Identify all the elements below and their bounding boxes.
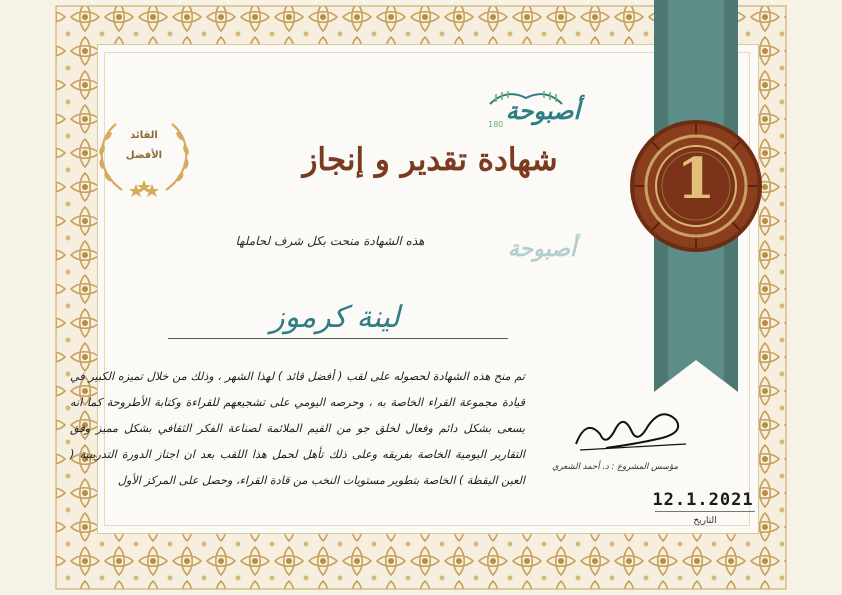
founder-label: مؤسس المشروع : د. أحمد الشعري bbox=[551, 462, 679, 472]
watermark-logo-text: أصبوحة bbox=[507, 236, 577, 262]
name-underline bbox=[168, 338, 508, 339]
watermark-logo bbox=[482, 228, 602, 278]
issue-date: 12.1.2021 bbox=[652, 490, 754, 510]
badge-line-2: الأفضل bbox=[125, 150, 163, 161]
logo-text: أصبوحة bbox=[505, 96, 581, 125]
certificate-subtitle: هذه الشهادة منحت بكل شرف لحاملها bbox=[235, 234, 425, 248]
logo-number: 180 bbox=[488, 120, 504, 129]
certificate-body-text: تم منح هذه الشهادة لحصوله على لقب ( أفضل قائد ) لهذا الشهر ، وذلك من خلال تميزه الكبير في قيادة مجموعة القراء الخاصة به ، وحرصه اليومي على تشجيعهم للقراءة وكتابة الأطروحة كما انه يسعى بشكل دائم وفعال لخلق جو من القيم الملائمة لصناعة الفكر الثقافي بشكل مميز وفق التقارير اليومية الخاصة بفريقه وعلى ذلك تأهل لحمل هذا اللقب بعد ان اجتاز الدورة التدريبية ( العين اليقظة ) الخاصة بتطوير مستويات النخب من قادة القراء، وحصل على المركز الأول bbox=[70, 370, 525, 487]
date-underline bbox=[655, 511, 755, 512]
medal-number: 1 bbox=[676, 146, 716, 212]
brand-logo bbox=[468, 82, 618, 132]
badge-line-1: القائد bbox=[130, 130, 158, 141]
date-label: التاريخ bbox=[693, 516, 717, 526]
recipient-name: لينة كرموز bbox=[270, 300, 400, 335]
signature-icon bbox=[566, 404, 696, 464]
certificate-title: شهادة تقدير و إنجاز bbox=[302, 142, 558, 178]
